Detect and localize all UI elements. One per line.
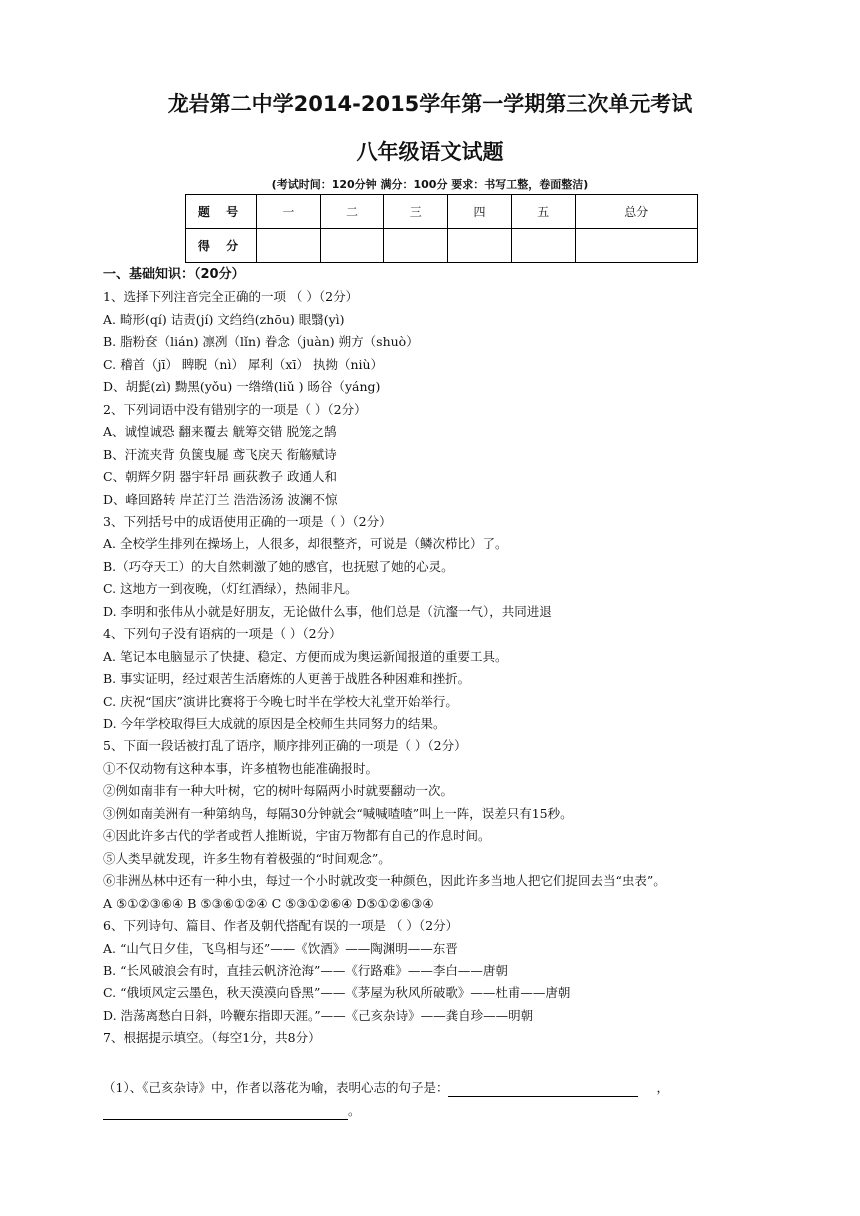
fill-in-line-2 [103,1102,361,1120]
col-5: 五 [511,195,575,229]
exam-note: (考试时间：120分钟 满分：100分 要求：书写工整，卷面整洁) [271,178,589,191]
period: 。 [348,1103,361,1118]
score-cell[interactable] [575,229,697,263]
score-cell[interactable] [448,229,512,263]
question-line: D、胡髭(zì) 黝黑(yǒu) 一绺绺(liǔ ) 旸谷（yáng) [103,379,381,395]
section-heading: 一、基础知识：（20分） [103,267,245,282]
score-table-header-row [186,195,698,229]
comma: ， [656,1080,669,1095]
row-label-score: 得 分 [186,229,257,263]
fill-question-text: （1）、《己亥杂诗》中，作者以落花为喻，表明心志的句子是： [103,1080,449,1095]
question-line: 4、下列句子没有语病的一项是（ ）（2分） [103,626,342,642]
score-table-score-row [186,229,698,263]
question-line: A. 全校学生排列在操场上，人很多，却很整齐，可说是（鳞次栉比）了。 [103,536,508,552]
question-line: ⑥非洲丛林中还有一种小虫，每过一个小时就改变一种颜色，因此许多当地人把它们捉回去当“虫表”。 [103,873,666,889]
answer-blank[interactable] [448,1080,638,1097]
question-line: B. 事实证明，经过艰苦生活磨炼的人更善于战胜各种困难和挫折。 [103,671,471,687]
score-table [185,194,698,263]
question-line: A. “山气日夕佳，飞鸟相与还”——《饮酒》——陶渊明——东晋 [103,940,458,956]
question-line: C. 这地方一到夜晚，（灯红酒绿），热闹非凡。 [103,581,358,597]
question-line: 3、下列括号中的成语使用正确的一项是（ ）（2分） [103,513,392,529]
question-line: C. 稽首（jī） 睥睨（nì） 犀利（xī） 执拗（niù） [103,356,384,372]
question-line: 6、下列诗句、篇目、作者及朝代搭配有误的一项是 （ ）（2分） [103,918,459,934]
question-line: D. 李明和张伟从小就是好朋友，无论做什么事，他们总是（沆瀣一气），共同进退 [103,603,552,619]
score-cell[interactable] [320,229,384,263]
question-line: C、朝辉夕阴 器宇轩昂 画荻教子 政通人和 [103,469,337,485]
exam-title: 龙岩第二中学2014-2015学年第一学期第三次单元考试 [167,92,693,116]
question-line: B. “长风破浪会有时，直挂云帆济沧海”——《行路难》——李白——唐朝 [103,962,508,978]
question-line: 7、根据提示填空。（每空1分，共8分） [103,1030,321,1046]
question-line: ③例如南美洲有一种第纳鸟，每隔30分钟就会“喊喊喳喳”叫上一阵，误差只有15秒。 [103,805,573,821]
question-line: C. 庆祝“国庆”演讲比赛将于今晚七时半在学校大礼堂开始举行。 [103,693,458,709]
question-line: D. 今年学校取得巨大成就的原因是全校师生共同努力的结果。 [103,716,446,731]
col-4: 四 [448,195,512,229]
score-cell[interactable] [384,229,448,263]
question-line: 5、下面一段话被打乱了语序，顺序排列正确的一项是（ ）（2分） [103,738,467,754]
row-label-number: 题 号 [186,195,257,229]
question-line: ⑤人类早就发现，许多生物有着极强的“时间观念”。 [103,850,391,866]
score-cell[interactable] [257,229,321,263]
question-line: C. “俄顷风定云墨色，秋天漠漠向昏黑”——《茅屋为秋风所破歌》——杜甫——唐朝 [103,985,571,1001]
question-line: A. 笔记本电脑显示了快捷、稳定、方便而成为奥运新闻报道的重要工具。 [103,648,508,664]
question-line: D、峰回路转 岸芷汀兰 浩浩汤汤 波澜不惊 [103,491,338,507]
question-line: ②例如南非有一种大叶树，它的树叶每隔两小时就要翻动一次。 [103,783,454,799]
score-cell[interactable] [511,229,575,263]
question-line: A、诚惶诚恐 翻来覆去 觥筹交错 脱笼之鹄 [103,424,337,440]
question-line: 1、选择下列注音完全正确的一项 （ ）（2分） [103,289,359,305]
question-line: B. 脂粉奁（lián) 凛冽（lǐn) 眷念（juàn) 朔方（shuò） [103,334,419,350]
answer-blank[interactable] [103,1103,348,1120]
col-1: 一 [257,195,321,229]
question-line: 2、下列词语中没有错别字的一项是（ ）（2分） [103,401,367,417]
col-3: 三 [384,195,448,229]
fill-in-line-1 [103,1079,669,1097]
col-2: 二 [320,195,384,229]
question-line: A ⑤①②③⑥④ B ⑤③⑥①②④ C ⑤③①②⑥④ D⑤①②⑥③④ [103,895,434,911]
question-line: A. 畸形(qí) 诘责(jí) 文绉绉(zhōu) 眼翳(yì) [103,311,345,327]
question-line: B、汗流夹背 负箧曳屣 鸢飞戾天 衔觞赋诗 [103,446,337,462]
exam-subtitle: 八年级语文试题 [356,140,504,164]
question-line: B.（巧夺天工）的大自然刺激了她的感官，也抚慰了她的心灵。 [103,558,454,574]
col-total: 总分 [575,195,697,229]
question-line: ④因此许多古代的学者或哲人推断说，宇宙万物都有自己的作息时间。 [103,828,491,844]
question-line: D. 浩荡离愁白日斜，吟鞭东指即天涯。”——《己亥杂诗》——龚自珍——明朝 [103,1007,534,1023]
question-line: ①不仅动物有这种本事，许多植物也能准确报时。 [103,760,379,776]
